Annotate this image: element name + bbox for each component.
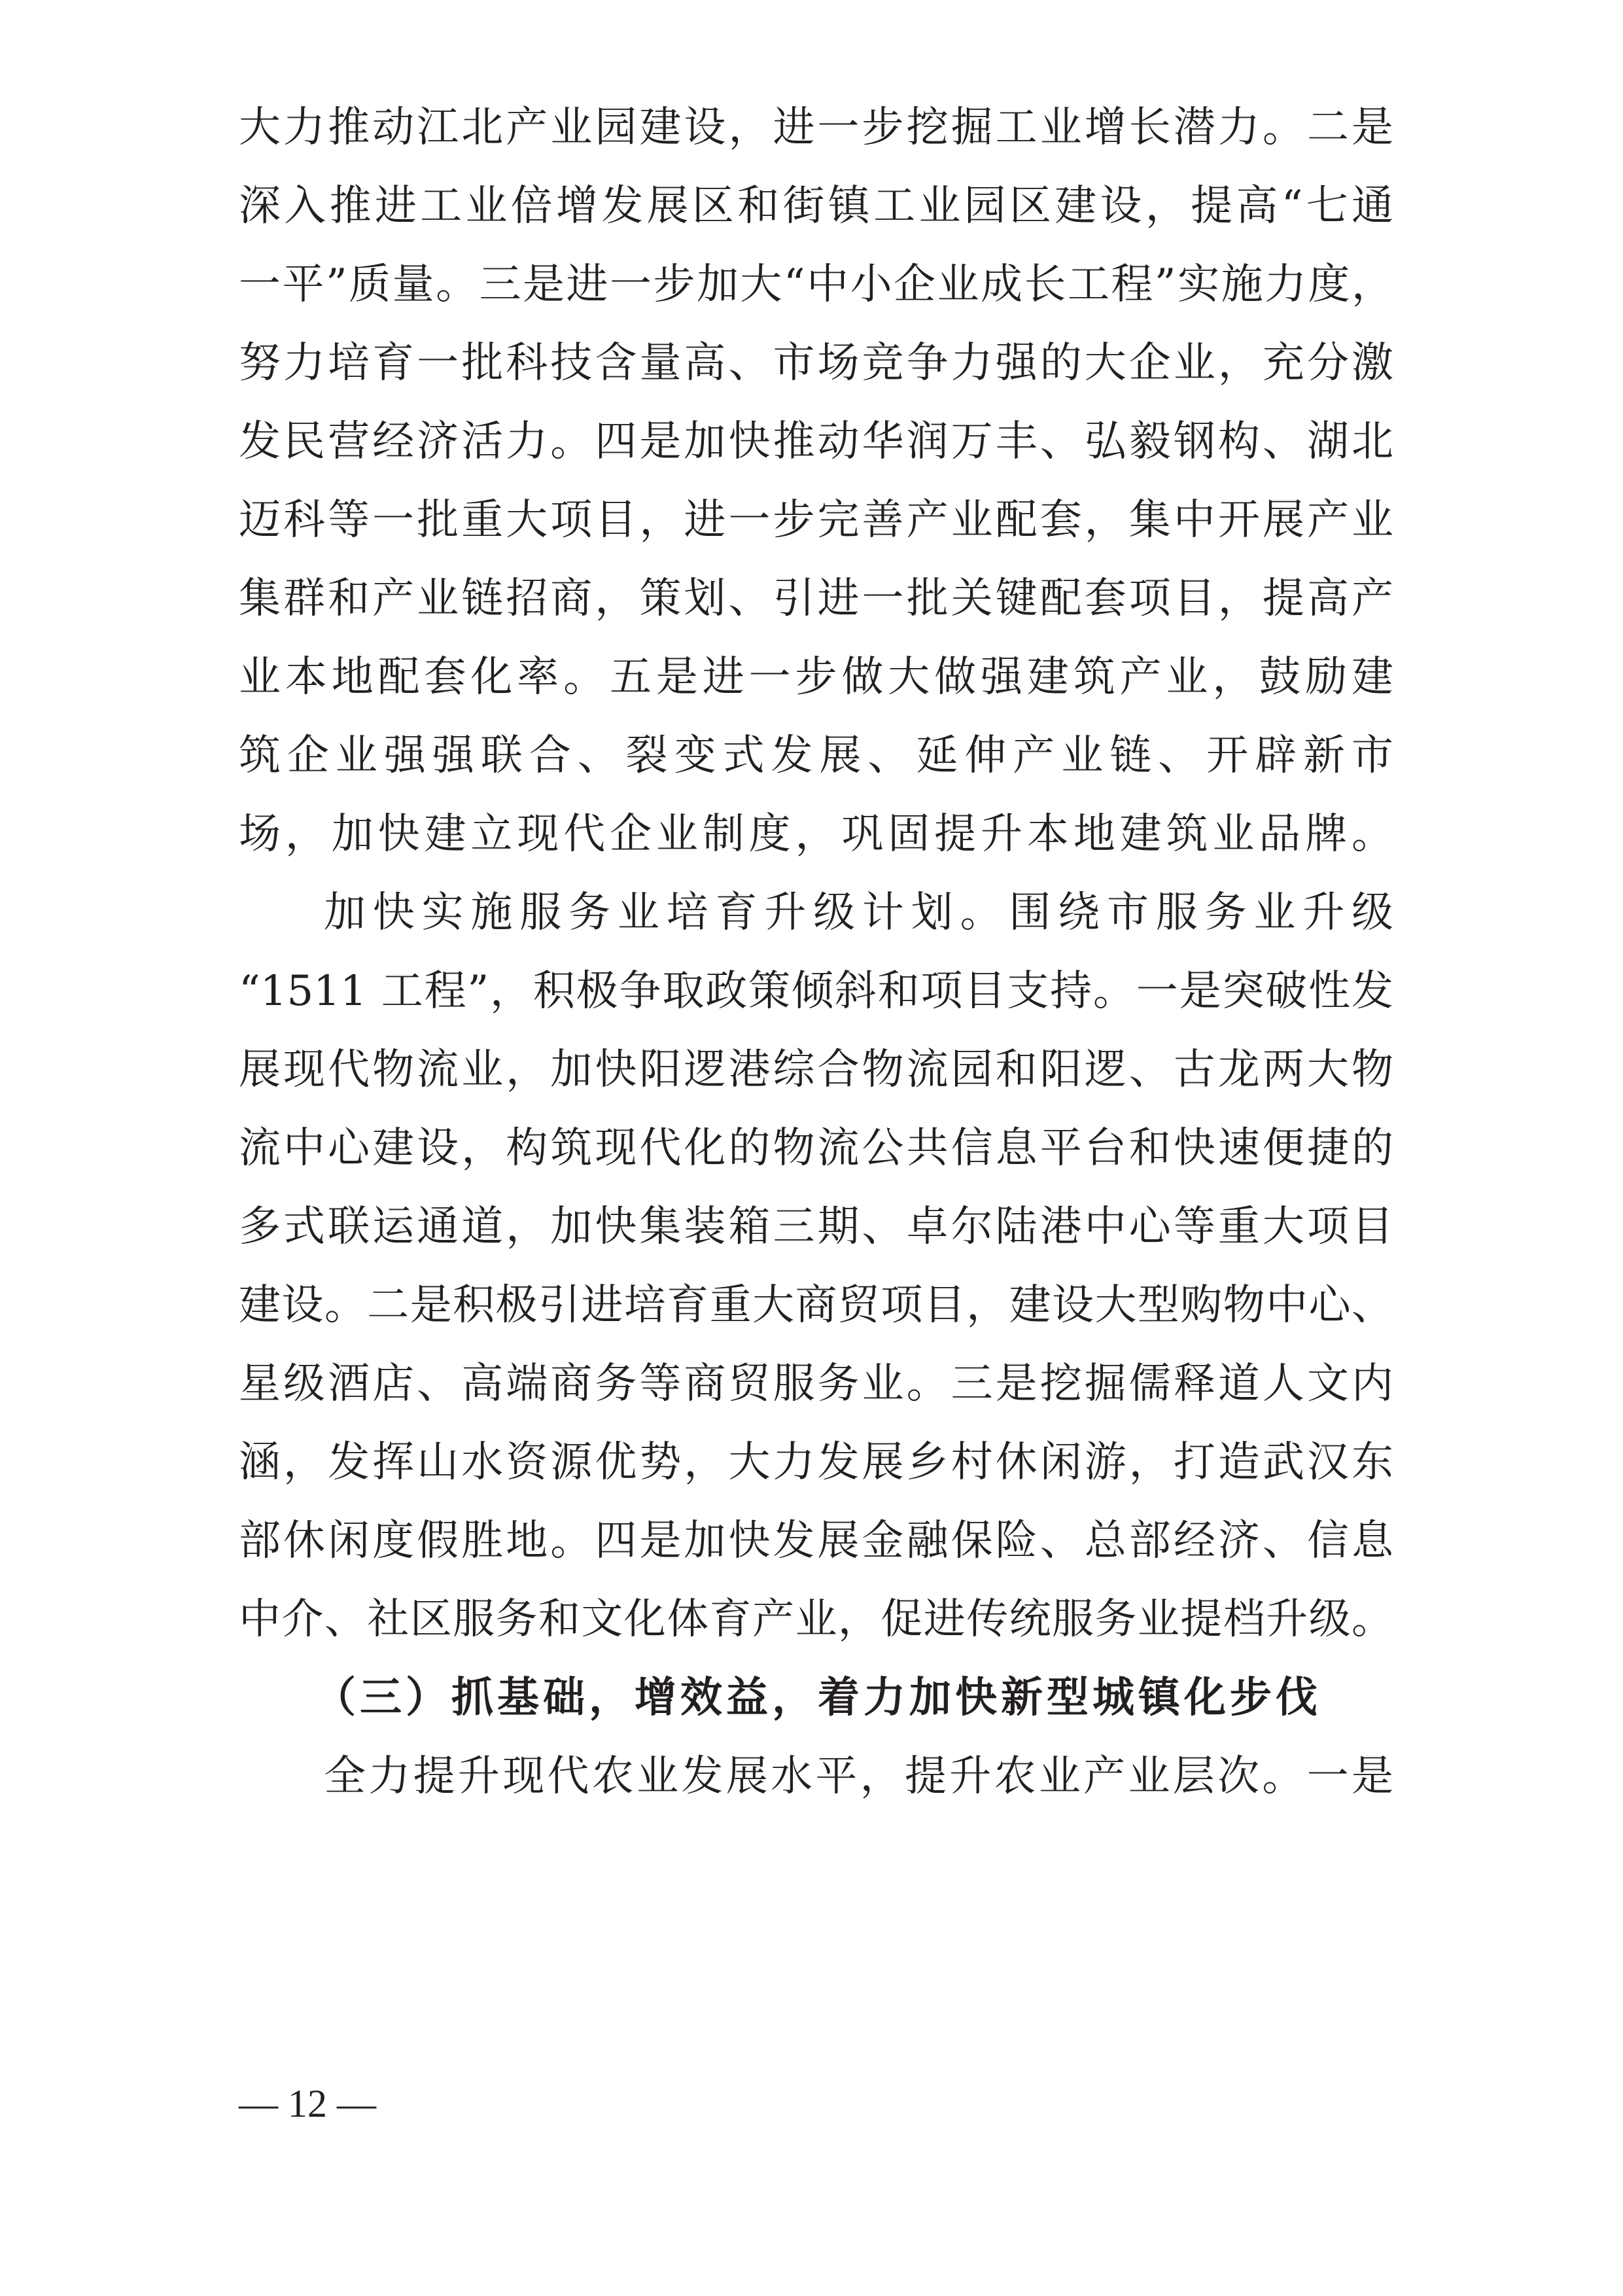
text-line: 一平”质量。三是进一步加大“中小企业成长工程”实施力度， [239, 260, 1393, 309]
text-line: 业本地配套化率。五是进一步做大做强建筑产业，鼓励建 [239, 653, 1393, 701]
text-line: 部休闲度假胜地。四是加快发展金融保险、总部经济、信息 [239, 1517, 1393, 1565]
text-line: 努力培育一批科技含量高、市场竞争力强的大企业，充分激 [239, 339, 1393, 387]
text-line: 发民营经济活力。四是加快推动华润万丰、弘毅钢构、湖北 [239, 417, 1393, 466]
text-line: 多式联运通道，加快集装箱三期、卓尔陆港中心等重大项目 [239, 1203, 1393, 1251]
text-line: 星级酒店、高端商务等商贸服务业。三是挖掘儒释道人文内 [239, 1360, 1393, 1408]
page-number: — 12 — [239, 2082, 376, 2125]
text-line: 筑企业强强联合、裂变式发展、延伸产业链、开辟新市 [239, 732, 1393, 780]
text-line: 深入推进工业倍增发展区和街镇工业园区建设，提高“七通 [239, 182, 1393, 230]
text-line: 中介、社区服务和文化体育产业，促进传统服务业提档升级。 [239, 1595, 1393, 1644]
text-line: 涵，发挥山水资源优势，大力发展乡村休闲游，打造武汉东 [239, 1438, 1393, 1487]
text-line: “1511 工程”，积极争取政策倾斜和项目支持。一是突破性发 [239, 967, 1393, 1016]
text-line: 展现代物流业，加快阳逻港综合物流园和阳逻、古龙两大物 [239, 1046, 1393, 1094]
text-line: 大力推动江北产业园建设，进一步挖掘工业增长潜力。二是 [239, 103, 1393, 152]
section-heading: （三）抓基础，增效益，着力加快新型城镇化步伐 [314, 1673, 1321, 1722]
text-line: 迈科等一批重大项目，进一步完善产业配套，集中开展产业 [239, 496, 1393, 544]
text-line: 集群和产业链招商，策划、引进一批关键配套项目，提高产 [239, 574, 1393, 623]
text-line: 全力提升现代农业发展水平，提升农业产业层次。一是 [324, 1752, 1393, 1801]
text-line: 场，加快建立现代企业制度，巩固提升本地建筑业品牌。 [239, 810, 1393, 858]
text-line: 加快实施服务业培育升级计划。围绕市服务业升级 [324, 889, 1393, 937]
text-line: 建设。二是积极引进培育重大商贸项目，建设大型购物中心、 [239, 1281, 1393, 1330]
text-line: 流中心建设，构筑现代化的物流公共信息平台和快速便捷的 [239, 1124, 1393, 1173]
